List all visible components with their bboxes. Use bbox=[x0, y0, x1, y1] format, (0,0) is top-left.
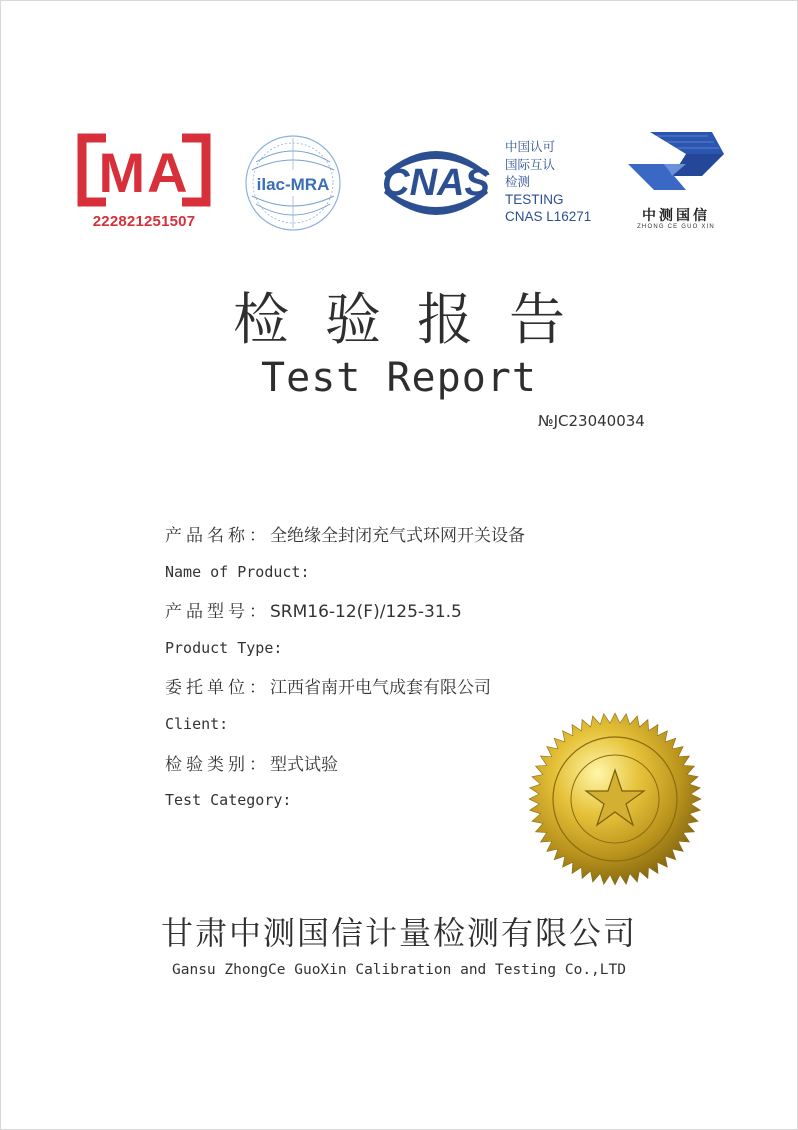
test-category-row bbox=[165, 750, 338, 775]
product-name-en-label: Name of Product: bbox=[165, 563, 310, 581]
test-category-label: 检验类别： bbox=[165, 755, 270, 775]
cma-logo-text: MA bbox=[98, 141, 190, 204]
product-name-value: 全绝缘全封闭充气式环网开关设备 bbox=[270, 526, 525, 546]
cnas-caption-line3: 检测 bbox=[505, 174, 531, 189]
cnas-logo-text: CNAS bbox=[382, 162, 490, 204]
cnas-logo bbox=[374, 137, 498, 229]
zhongce-guoxin-logo bbox=[624, 128, 728, 200]
title-english: Test Report bbox=[261, 355, 537, 401]
client-row bbox=[165, 673, 491, 698]
cma-number: 222821251507 bbox=[92, 213, 196, 230]
company-name-chinese: 甘肃中测国信计量检测有限公司 bbox=[160, 914, 637, 952]
report-number: №JC23040034 bbox=[538, 412, 645, 430]
cnas-caption bbox=[505, 138, 591, 226]
product-name-row bbox=[165, 521, 525, 546]
ilac-mra-logo bbox=[242, 132, 344, 234]
product-type-label: 产品型号： bbox=[165, 602, 270, 622]
cnas-caption-line4: TESTING bbox=[505, 191, 564, 207]
client-value: 江西省南开电气成套有限公司 bbox=[270, 678, 491, 698]
product-type-row bbox=[165, 597, 462, 622]
company-name-english: Gansu ZhongCe GuoXin Calibration and Testing Co.,LTD bbox=[172, 962, 626, 978]
client-en-label: Client: bbox=[165, 715, 229, 733]
zhongce-guoxin-pinyin: ZHONG CE GUO XIN bbox=[637, 224, 715, 230]
gold-seal bbox=[528, 712, 702, 886]
client-label: 委托单位： bbox=[165, 678, 270, 698]
zhongce-guoxin-name: 中测国信 bbox=[642, 208, 710, 224]
ilac-mra-text: ilac-MRA bbox=[256, 175, 330, 194]
test-category-en-label: Test Category: bbox=[165, 791, 292, 809]
product-type-en-label: Product Type: bbox=[165, 639, 283, 657]
cnas-caption-line5: CNAS L16271 bbox=[505, 209, 592, 224]
cnas-caption-line2: 国际互认 bbox=[505, 156, 556, 172]
product-type-value: SRM16-12(F)/125-31.5 bbox=[270, 602, 462, 622]
test-category-value: 型式试验 bbox=[270, 755, 338, 775]
cnas-caption-line1: 中国认可 bbox=[505, 139, 556, 154]
product-name-label: 产品名称： bbox=[165, 526, 270, 546]
title-chinese: 检验报告 bbox=[233, 288, 601, 353]
